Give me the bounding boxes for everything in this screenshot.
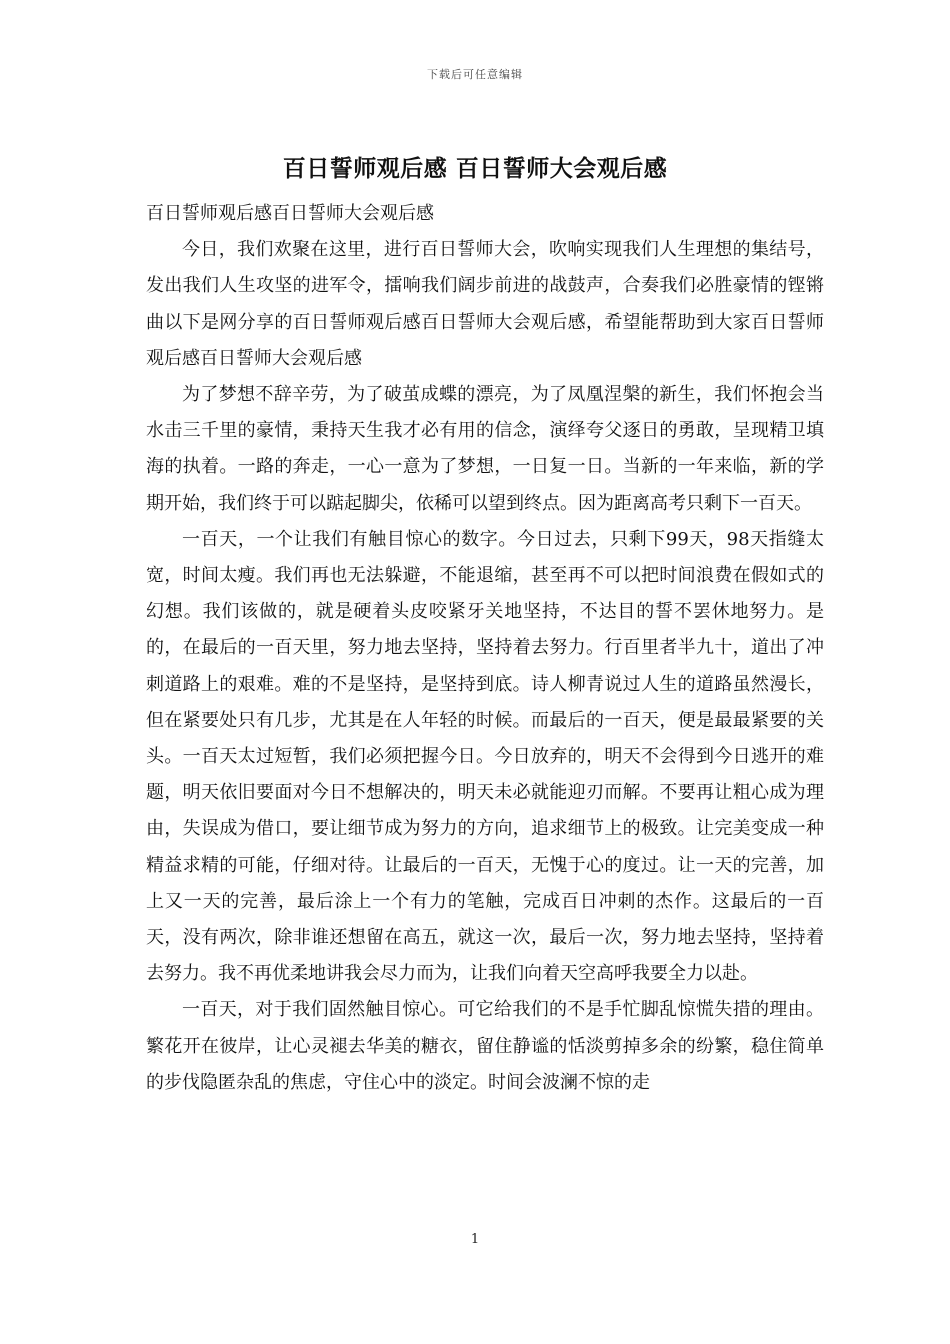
paragraph: 为了梦想不辞辛劳，为了破茧成蝶的漂亮，为了凤凰涅槃的新生，我们怀抱会当水击三千里的豪情，秉持天生我才必有用的信念，演绎夸父逐日的勇敢，呈现精卫填海的执着。一路的奔走，一心一意为了梦想，一日复一日。当新的一年来临，新的学期开始，我们终于可以踮起脚尖，依稀可以望到终点。因为距离高考只剩下一百天。 <box>146 384 824 514</box>
page-number: 1 <box>470 1232 480 1247</box>
document-title: 百日誓师观后感 百日誓师大会观后感 <box>282 155 668 182</box>
paragraph: 一百天，一个让我们有触目惊心的数字。今日过去，只剩下99天，98天指缝太宽，时间太瘦。我们再也无法躲避，不能退缩，甚至再不可以把时间浪费在假如式的幻想。我们该做的，就是硬着头皮咬紧牙关地坚持，不达目的誓不罢休地努力。是的，在最后的一百天里，努力地去坚持，坚持着去努力。行百里者半九十，道出了冲刺道路上的艰难。难的不是坚持，是坚持到底。诗人柳青说过人生的道路虽然漫长，但在紧要处只有几步，尤其是在人年轻的时候。而最后的一百天，便是最最紧要的关头。一百天太过短暂，我们必须把握今日。今日放弃的，明天不会得到今日逃开的难题，明天依旧要面对今日不想解决的，明天未必就能迎刃而解。不要再让粗心成为理由，失误成为借口，要让细节成为努力的方向，追求细节上的极致。让完美变成一种精益求精的可能，仔细对待。让最后的一百天，无愧于心的度过。让一天的完善，加上又一天的完善，最后涂上一个有力的笔触，完成百日冲刺的杰作。这最后的一百天，没有两次，除非谁还想留在高五，就这一次，最后一次，努力地去坚持，坚持着去努力。我不再优柔地讲我会尽力而为，让我们向着天空高呼我要全力以赴。 <box>146 528 824 985</box>
paragraph: 一百天，对于我们固然触目惊心。可它给我们的不是手忙脚乱惊慌失措的理由。繁花开在彼岸，让心灵褪去华美的糖衣，留住静谧的恬淡剪掉多余的纷繁，稳住简单的步伐隐匿杂乱的焦虑，守住心中的淡定。时间会波澜不惊的走 <box>146 999 824 1093</box>
subtitle-line: 百日誓师观后感百日誓师大会观后感 <box>146 203 434 224</box>
paragraph: 今日，我们欢聚在这里，进行百日誓师大会，吹响实现我们人生理想的集结号，发出我们人生攻坚的进军令，擂响我们阔步前进的战鼓声，合奏我们必胜豪情的铿锵曲以下是网分享的百日誓师观后感百日誓师大会观后感，希望能帮助到大家百日誓师观后感百日誓师大会观后感 <box>146 239 824 369</box>
header-note: 下载后可任意编辑 <box>427 68 523 81</box>
document-body <box>146 196 824 1101</box>
